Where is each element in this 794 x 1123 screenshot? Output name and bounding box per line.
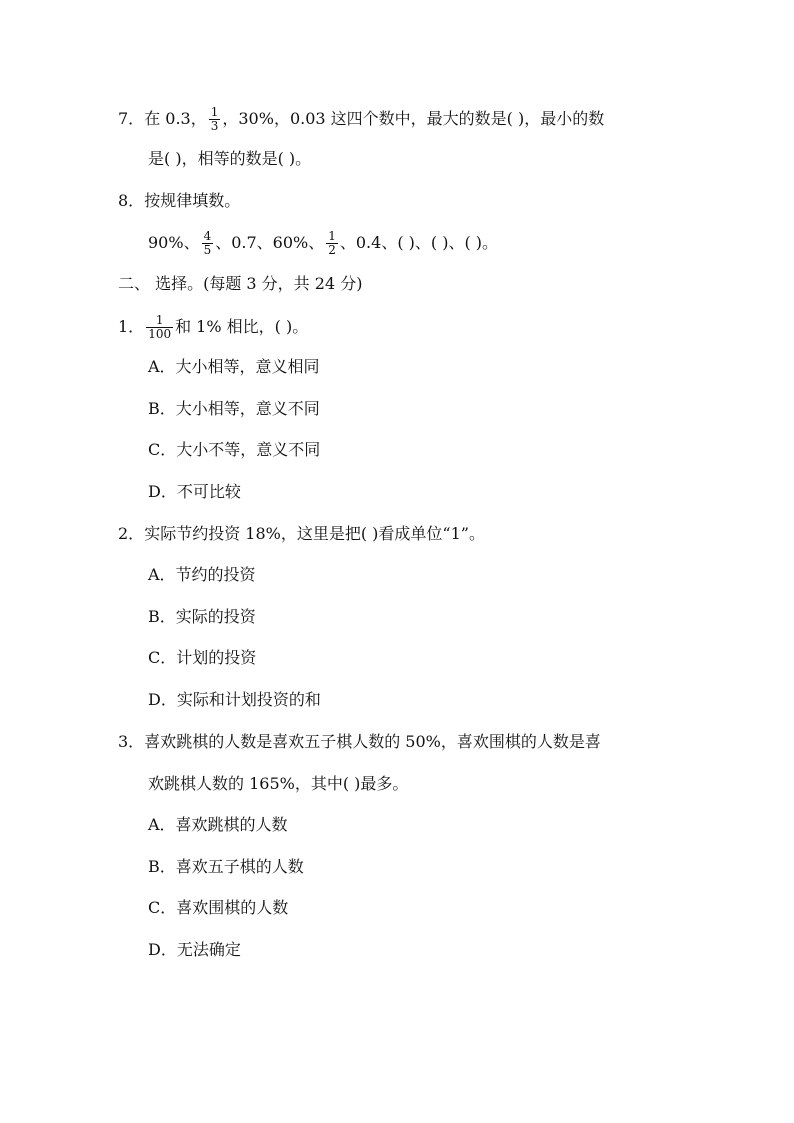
fraction-one-third xyxy=(209,106,221,133)
question-text: 按规律填数。 xyxy=(144,191,241,210)
fraction-numerator: 1 xyxy=(146,314,173,328)
option-text: A．喜欢跳棋的人数 xyxy=(148,815,288,834)
fraction-denominator: 100 xyxy=(148,327,172,341)
section-2-title xyxy=(118,274,362,294)
choice-2-option-d xyxy=(148,690,321,710)
choice-3-option-a xyxy=(148,815,288,835)
question-text: 实际节约投资 18%，这里是把( )看成单位“1”。 xyxy=(144,524,485,543)
question-7-line-1 xyxy=(118,106,604,133)
section-title: 二、 选择。(每题 3 分，共 24 分) xyxy=(118,274,363,293)
option-text: C．喜欢围棋的人数 xyxy=(148,898,289,917)
choice-1-option-c xyxy=(148,440,320,460)
question-number: 1． xyxy=(118,317,145,336)
option-text: A．大小相等，意义相同 xyxy=(148,357,320,376)
option-text: D．无法确定 xyxy=(148,940,241,959)
option-text: A．节约的投资 xyxy=(148,565,256,584)
option-text: B．实际的投资 xyxy=(148,607,256,626)
choice-2-stem xyxy=(118,524,485,544)
option-text: C．大小不等，意义不同 xyxy=(148,440,321,459)
question-number: 2． xyxy=(118,524,145,543)
option-text: D．实际和计划投资的和 xyxy=(148,690,321,709)
fraction-one-hundredth xyxy=(146,314,173,341)
question-number: 7． xyxy=(118,109,145,128)
choice-2-option-b xyxy=(148,607,256,627)
sequence-text: 、0.4、( )、( )、( )。 xyxy=(339,233,499,252)
fraction-four-fifths xyxy=(202,230,214,257)
fraction-one-half xyxy=(326,230,338,257)
question-8-sequence xyxy=(148,230,498,257)
sequence-text: 90%、 xyxy=(148,233,200,252)
choice-1-option-d xyxy=(148,482,241,502)
fraction-numerator: 1 xyxy=(210,105,219,119)
question-text: 喜欢跳棋的人数是喜欢五子棋人数的 50%，喜欢围棋的人数是喜 xyxy=(144,732,601,751)
choice-1-option-b xyxy=(148,399,320,419)
choice-3-option-b xyxy=(148,857,304,877)
question-7-line-2 xyxy=(148,149,311,169)
question-number: 3． xyxy=(118,732,145,751)
sequence-text: 、0.7、60%、 xyxy=(215,233,325,252)
choice-1-stem xyxy=(118,314,308,341)
option-text: B．大小相等，意义不同 xyxy=(148,399,320,418)
fraction-denominator: 5 xyxy=(203,243,212,257)
choice-2-option-c xyxy=(148,648,256,668)
question-text: 是( )，相等的数是( )。 xyxy=(148,149,312,168)
option-text: C．计划的投资 xyxy=(148,648,257,667)
fraction-denominator: 3 xyxy=(210,119,219,133)
option-text: B．喜欢五子棋的人数 xyxy=(148,857,304,876)
question-text: 和 1% 相比，( )。 xyxy=(175,317,309,336)
choice-3-stem-line-1 xyxy=(118,732,601,752)
fraction-denominator: 2 xyxy=(328,243,336,257)
question-text: 在 0.3， xyxy=(144,109,207,128)
question-number: 8． xyxy=(118,191,145,210)
choice-1-option-a xyxy=(148,357,320,377)
choice-3-option-c xyxy=(148,898,288,918)
fraction-numerator: 1 xyxy=(328,229,336,243)
question-8-line-1 xyxy=(118,191,240,211)
question-text: 欢跳棋人数的 165%，其中( )最多。 xyxy=(148,774,409,793)
question-text: ，30%，0.03 这四个数中，最大的数是( )，最小的数 xyxy=(222,109,605,128)
choice-2-option-a xyxy=(148,565,256,585)
option-text: D．不可比较 xyxy=(148,482,241,501)
choice-3-option-d xyxy=(148,940,241,960)
choice-3-stem-line-2 xyxy=(148,774,408,794)
fraction-numerator: 4 xyxy=(203,229,212,243)
